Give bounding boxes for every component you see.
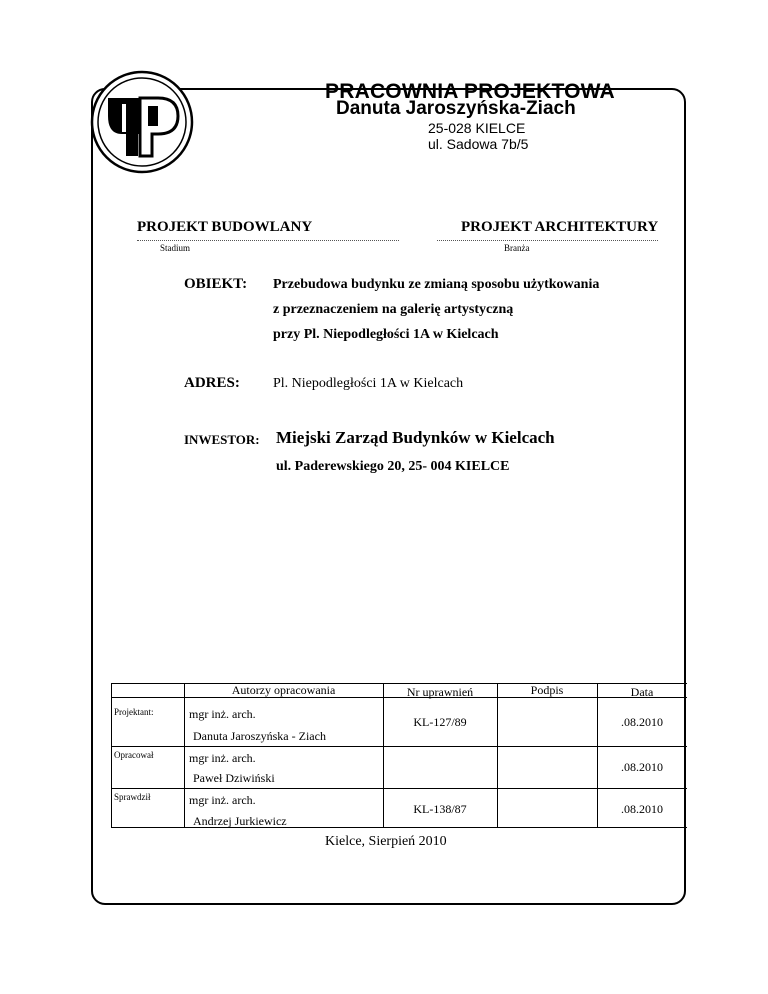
row-title: mgr inż. arch. (189, 793, 256, 807)
row-name: Paweł Dziwiński (193, 771, 275, 785)
branch-value: PROJEKT ARCHITEKTURY (461, 219, 659, 235)
branch-caption: Branża (504, 243, 530, 253)
row-date: .08.2010 (621, 715, 663, 729)
row-role: Sprawdził (114, 792, 151, 802)
object-line-3: przy Pl. Niepodległości 1A w Kielcach (273, 327, 499, 342)
table-line (111, 746, 687, 747)
row-role: Opracował (114, 750, 154, 760)
row-license: KL-138/87 (413, 802, 467, 816)
row-date: .08.2010 (621, 802, 663, 816)
table-line (184, 683, 185, 827)
row-title: mgr inż. arch. (189, 707, 256, 721)
stage-caption: Stadium (160, 243, 191, 253)
branch-underline (437, 240, 658, 241)
row-date: .08.2010 (621, 760, 663, 774)
object-line-2: z przeznaczeniem na galerię artystyczną (273, 302, 514, 317)
studio-city: 25-028 KIELCE (428, 120, 526, 136)
table-line (111, 683, 112, 827)
table-line (111, 788, 687, 789)
table-line (497, 683, 498, 827)
investor-name: Miejski Zarząd Budynków w Kielcach (276, 428, 555, 447)
header-license: Nr uprawnień (406, 685, 474, 699)
address-value: Pl. Niepodległości 1A w Kielcach (273, 376, 464, 391)
address-label: ADRES: (184, 375, 240, 391)
pp-logo-icon (88, 68, 196, 176)
row-license: KL-127/89 (413, 715, 467, 729)
row-name: Danuta Jaroszyńska - Ziach (193, 729, 326, 743)
stage-underline (137, 240, 399, 241)
studio-name: Danuta Jaroszyńska-Ziach (336, 98, 576, 119)
investor-address: ul. Paderewskiego 20, 25- 004 KIELCE (276, 459, 510, 474)
stage-value: PROJEKT BUDOWLANY (137, 219, 313, 235)
row-role: Projektant: (114, 707, 154, 717)
place-date: Kielce, Sierpień 2010 (325, 834, 447, 849)
header-authors: Autorzy opracowania (231, 683, 336, 697)
object-line-1: Przebudowa budynku ze zmianą sposobu użytkowania (273, 277, 600, 292)
object-label: OBIEKT: (184, 276, 248, 292)
header-date: Data (630, 685, 654, 699)
studio-street: ul. Sadowa 7b/5 (428, 136, 529, 152)
row-name: Andrzej Jurkiewicz (193, 814, 287, 828)
investor-label: INWESTOR: (184, 432, 260, 447)
row-title: mgr inż. arch. (189, 751, 256, 765)
header-signature: Podpis (530, 683, 564, 697)
studio-title: PRACOWNIA PROJEKTOWA (325, 80, 615, 103)
